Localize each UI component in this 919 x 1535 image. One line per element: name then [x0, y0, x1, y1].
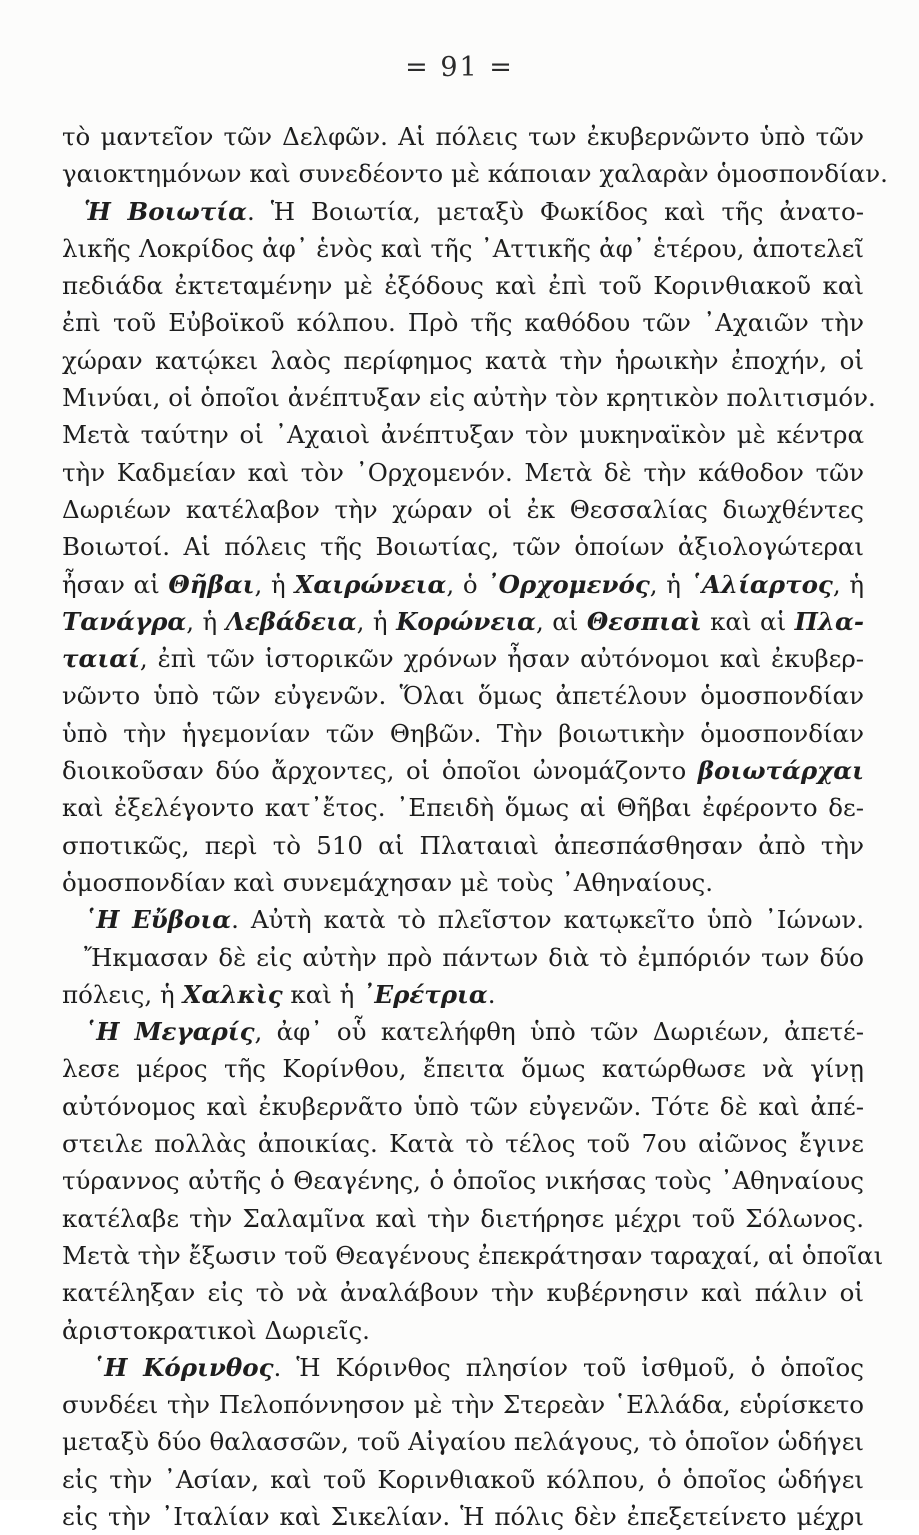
text-line [62, 342, 864, 379]
text-segment: τύραννος αὐτῆς ὁ Θεαγένης, ὁ ὁποῖος νικήσας τοὺς ᾽Αθηναίους [62, 1166, 864, 1196]
text-segment: αὐτόνομος καὶ ἐκυβερνᾶτο ὑπὸ τῶν εὐγενῶν. Τότε δὲ καὶ ἀπέ- [62, 1091, 864, 1121]
text-segment: ὑπὸ τὴν ἡγεμονίαν τῶν Θηβῶν. Τὴν βοιωτικὴν ὁμοσπονδίαν [62, 718, 864, 748]
text-segment: . Αὐτὴ κατὰ τὸ πλεῖστον κατῳκεῖτο ὑπὸ ᾽Ιώνων. [231, 905, 864, 935]
text-segment: . Ἡ Βοιωτία, μεταξὺ Φωκίδος καὶ τῆς ἀνατο- [246, 196, 864, 226]
text-line [62, 1237, 884, 1274]
text-line [62, 118, 864, 155]
text-line [62, 640, 864, 677]
text-line [62, 677, 864, 714]
text-segment: λικῆς Λοκρίδος ἀφ᾽ ἑνὸς καὶ τῆς ᾽Αττικῆς ἀφ᾽ ἑτέρου, ἀποτελεῖ [62, 233, 864, 263]
text-segment: κατέλαβε τὴν Σαλαμῖνα καὶ τὴν διετήρησε μέχρι τοῦ Σόλωνος. [62, 1203, 864, 1233]
text-segment: , ἡ [254, 569, 295, 599]
text-segment: ἦσαν αἱ [62, 569, 169, 599]
text-line [62, 230, 864, 267]
text-segment: εἰς τὴν ᾽Ασίαν, καὶ τοῦ Κορινθιακοῦ κόλπου, ὁ ὁποῖος ὡδήγει [62, 1464, 864, 1494]
text-line [62, 1125, 864, 1162]
bold-term: Θεσπιαὶ [586, 606, 702, 636]
text-line [62, 267, 864, 304]
text-line [62, 491, 864, 528]
text-line [62, 528, 864, 565]
text-line [62, 976, 864, 1013]
text-segment: καὶ ἡ [282, 979, 363, 1009]
text-segment: πεδιάδα ἐκτεταμένην μὲ ἐξόδους καὶ ἐπὶ τοῦ Κορινθιακοῦ καὶ [62, 271, 864, 301]
text-segment: Βοιωτοί. Αἱ πόλεις τῆς Βοιωτίας, τῶν ὁποίων ἀξιολογώτεραι [62, 532, 864, 562]
body-text [62, 118, 888, 1535]
page-number: = 91 = [405, 52, 514, 83]
bold-term: ῾Αλίαρτος [689, 569, 833, 599]
bold-term: Κορώνεια [396, 606, 536, 636]
text-segment: . Ἡ Κόρινθος πλησίον τοῦ ἰσθμοῦ, ὁ ὁποῖος [273, 1352, 865, 1382]
text-segment: , αἱ [535, 606, 587, 636]
text-segment: στειλε πολλὰς ἀποικίας. Κατὰ τὸ τέλος τοῦ 7ου αἰῶνος ἔγινε [62, 1129, 864, 1159]
text-line [62, 789, 864, 826]
text-line [62, 566, 864, 603]
text-line [62, 752, 864, 789]
text-line [62, 1386, 864, 1423]
bold-term: ῾Η Κόρινθος [92, 1352, 274, 1382]
text-line [62, 1162, 864, 1199]
text-segment: , ἡ [832, 569, 864, 599]
bold-term: Τανάγρα [62, 606, 187, 636]
text-line [62, 304, 864, 341]
bold-term: Πλα- [794, 606, 865, 636]
text-line [62, 939, 864, 976]
bold-term: ᾽Ορχομενός [486, 569, 650, 599]
text-line [62, 454, 864, 491]
text-line [62, 416, 864, 453]
text-segment: ἐπὶ τοῦ Εὐβοϊκοῦ κόλπου. Πρὸ τῆς καθόδου τῶν ᾽Αχαιῶν τὴν [62, 308, 864, 338]
text-segment: ἀριστοκρατικοὶ Δωριεῖς. [62, 1315, 370, 1345]
text-segment: Μετὰ τὴν ἔξωσιν τοῦ Θεαγένους ἐπεκράτησαν ταραχαί, αἱ ὁποῖαι [62, 1240, 884, 1270]
text-segment: ὁμοσπονδίαν καὶ συνεμάχησαν μὲ τοὺς ᾽Αθηναίους. [62, 867, 714, 897]
text-line [62, 379, 876, 416]
text-line [62, 193, 864, 230]
text-segment: , ἀφ᾽ οὗ κατελήφθη ὑπὸ τῶν Δωριέων, ἀπετέ- [254, 1017, 864, 1047]
bold-term: ταιαί [62, 644, 140, 674]
text-segment: , ἡ [649, 569, 690, 599]
text-segment: τὸ μαντεῖον τῶν Δελφῶν. Αἱ πόλεις των ἐκυβερνῶντο ὑπὸ τῶν [62, 122, 864, 151]
text-segment: συνδέει τὴν Πελοπόννησον μὲ τὴν Στερεὰν ῾Ελλάδα, εὑρίσκετο [62, 1390, 864, 1420]
text-line [62, 827, 864, 864]
text-segment: νῶντο ὑπὸ τῶν εὐγενῶν. Ὅλαι ὅμως ἀπετέλουν ὁμοσπονδίαν [62, 681, 864, 711]
text-segment: μεταξὺ δύο θαλασσῶν, τοῦ Αἰγαίου πελάγους, τὸ ὁποῖον ὡδήγει [62, 1427, 864, 1457]
text-segment: , ὁ [446, 569, 487, 599]
text-segment: εἰς τὴν ᾽Ιταλίαν καὶ Σικελίαν. Ἡ πόλις δὲν ἐπεξετείνετο μέχρι [62, 1501, 864, 1531]
text-segment: , ἐπὶ τῶν ἱστορικῶν χρόνων ἦσαν αὐτόνομοι καὶ ἐκυβερ- [139, 644, 864, 674]
text-segment: σποτικῶς, περὶ τὸ 510 αἱ Πλαταιαὶ ἀπεσπάσθησαν ἀπὸ τὴν [62, 830, 864, 860]
bold-term: Χαλκὶς [182, 979, 283, 1009]
text-segment: , ἡ [186, 606, 226, 636]
text-line [62, 715, 864, 752]
bold-term: Θῆβαι [168, 569, 255, 599]
text-line [62, 1423, 864, 1460]
text-line [62, 155, 888, 192]
bold-term: βοιωτάρχαι [697, 756, 864, 786]
text-segment: καὶ ἐξελέγοντο κατ᾽ἔτος. ᾽Επειδὴ ὅμως αἱ Θῆβαι ἐφέροντο δε- [62, 793, 864, 823]
text-segment: Μετὰ ταύτην οἱ ᾽Αχαιοὶ ἀνέπτυξαν τὸν μυκηναϊκὸν μὲ κέντρα [62, 420, 864, 450]
bold-term: Ἡ Βοιωτία [84, 196, 247, 226]
bold-term: ῾Η Εὔβοια [84, 905, 232, 935]
text-segment: Ἤκμασαν δὲ εἰς αὐτὴν πρὸ πάντων διὰ τὸ ἐμπόριόν των δύο [84, 942, 864, 972]
text-segment: Μινύαι, οἱ ὁποῖοι ἀνέπτυξαν εἰς αὐτὴν τὸν κρητικὸν πολιτισμόν. [62, 383, 876, 413]
text-line [62, 1013, 864, 1050]
text-segment: Δωριέων κατέλαβον τὴν χώραν οἱ ἐκ Θεσσαλίας διωχθέντες [62, 494, 864, 524]
text-line [62, 1200, 864, 1237]
text-line [62, 603, 864, 640]
text-segment: χώραν κατῴκει λαὸς περίφημος κατὰ τὴν ἡρωικὴν ἐποχήν, οἱ [62, 345, 864, 375]
bold-term: Χαιρώνεια [294, 569, 447, 599]
text-line [62, 864, 864, 901]
bold-term: ᾽Ερέτρια [362, 979, 488, 1009]
text-segment: καὶ αἱ [701, 606, 795, 636]
text-segment: λεσε μέρος τῆς Κορίνθου, ἔπειτα ὅμως κατώρθωσε νὰ γίνῃ [62, 1054, 864, 1084]
text-segment: πόλεις, ἡ [62, 979, 183, 1009]
text-segment: κατέληξαν εἰς τὸ νὰ ἀναλάβουν τὴν κυβέρνησιν καὶ πάλιν οἱ [62, 1278, 864, 1308]
text-segment: γαιοκτημόνων καὶ συνεδέοντο μὲ κάποιαν χαλαρὰν ὁμοσπονδίαν. [62, 159, 888, 189]
text-line [62, 1498, 864, 1535]
bold-term: ῾Η Μεγαρίς [84, 1017, 255, 1047]
bold-term: Λεβάδεια [225, 606, 357, 636]
text-line [62, 1088, 864, 1125]
text-line [62, 1050, 864, 1087]
text-line [62, 1312, 864, 1349]
text-line [62, 1461, 864, 1498]
text-segment: τὴν Καδμείαν καὶ τὸν ᾽Ορχομενόν. Μετὰ δὲ τὴν κάθοδον τῶν [62, 457, 864, 487]
text-segment: , ἡ [356, 606, 397, 636]
text-segment: . [487, 979, 496, 1009]
text-segment: διοικοῦσαν δύο ἄρχοντες, οἱ ὁποῖοι ὠνομάζοντο [62, 756, 698, 786]
text-line [62, 1274, 864, 1311]
text-line [62, 901, 864, 938]
text-line [62, 1349, 864, 1386]
